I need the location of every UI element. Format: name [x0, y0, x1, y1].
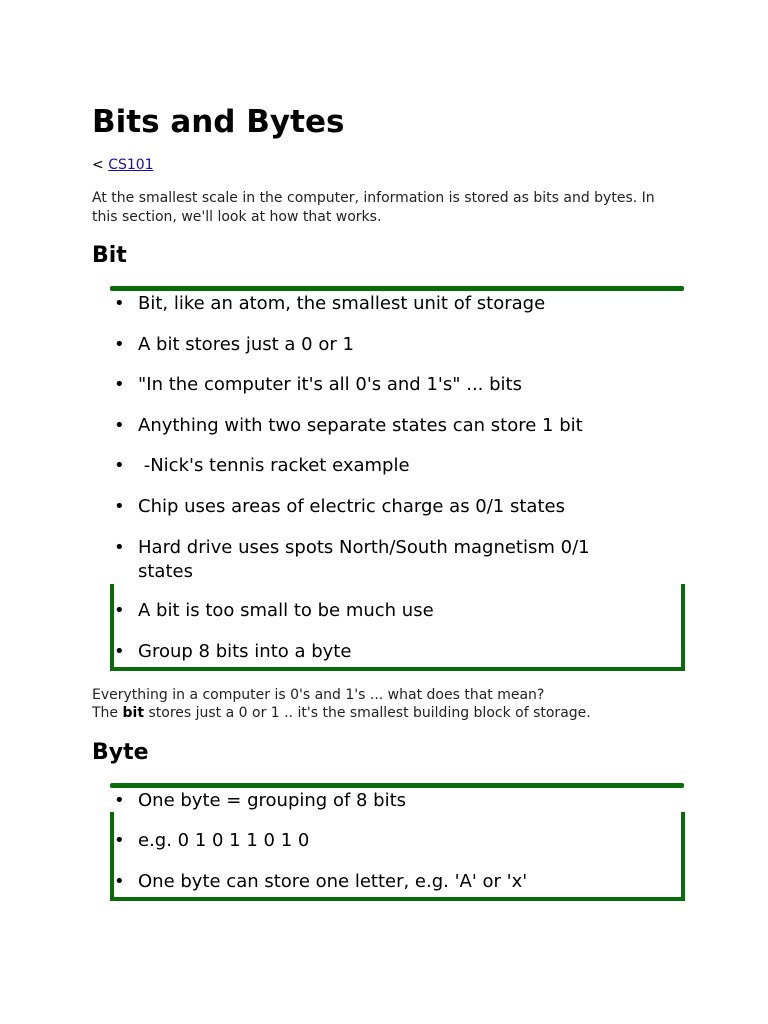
list-item: • A bit stores just a 0 or 1 [112, 333, 658, 357]
list-item: • e.g. 0 1 0 1 1 0 1 0 [112, 829, 658, 853]
list-item: • Anything with two separate states can store 1 bit [112, 414, 658, 438]
breadcrumb-prefix: < [92, 157, 104, 173]
breadcrumb-link-cs101[interactable]: CS101 [108, 157, 154, 173]
section-rule-bit [110, 286, 684, 291]
list-item: • One byte = grouping of 8 bits [112, 789, 658, 813]
breadcrumb [92, 155, 154, 175]
summary-text: stores just a 0 or 1 .. it's the smallest building block of storage. [148, 704, 591, 721]
list-item: • "In the computer it's all 0's and 1's" ... bits [112, 373, 658, 397]
page-title: Bits and Bytes [92, 104, 345, 140]
bit-summary-line2 [92, 705, 682, 723]
list-item: • Bit, like an atom, the smallest unit of storage [112, 292, 658, 316]
list-item: • A bit is too small to be much use [112, 599, 658, 623]
list-item: • Chip uses areas of electric charge as 0/1 states [112, 495, 658, 519]
summary-bold-term: bit [122, 704, 145, 721]
list-item: • Group 8 bits into a byte [112, 640, 658, 664]
section-heading-bit: Bit [92, 243, 127, 268]
list-item: • Hard drive uses spots North/South magnetism 0/1 states [112, 536, 638, 584]
list-item: • -Nick's tennis racket example [112, 454, 658, 478]
summary-text: The [92, 704, 119, 721]
bit-summary-line1: Everything in a computer is 0's and 1's ... what does that mean? [92, 687, 545, 703]
section-heading-byte: Byte [92, 740, 149, 765]
bit-summary [92, 687, 682, 722]
section-rule-byte [110, 783, 684, 788]
list-item: • One byte can store one letter, e.g. 'A' or 'x' [112, 870, 658, 894]
intro-paragraph: At the smallest scale in the computer, information is stored as bits and bytes. In this section, we'll look at how that works. [92, 190, 655, 225]
